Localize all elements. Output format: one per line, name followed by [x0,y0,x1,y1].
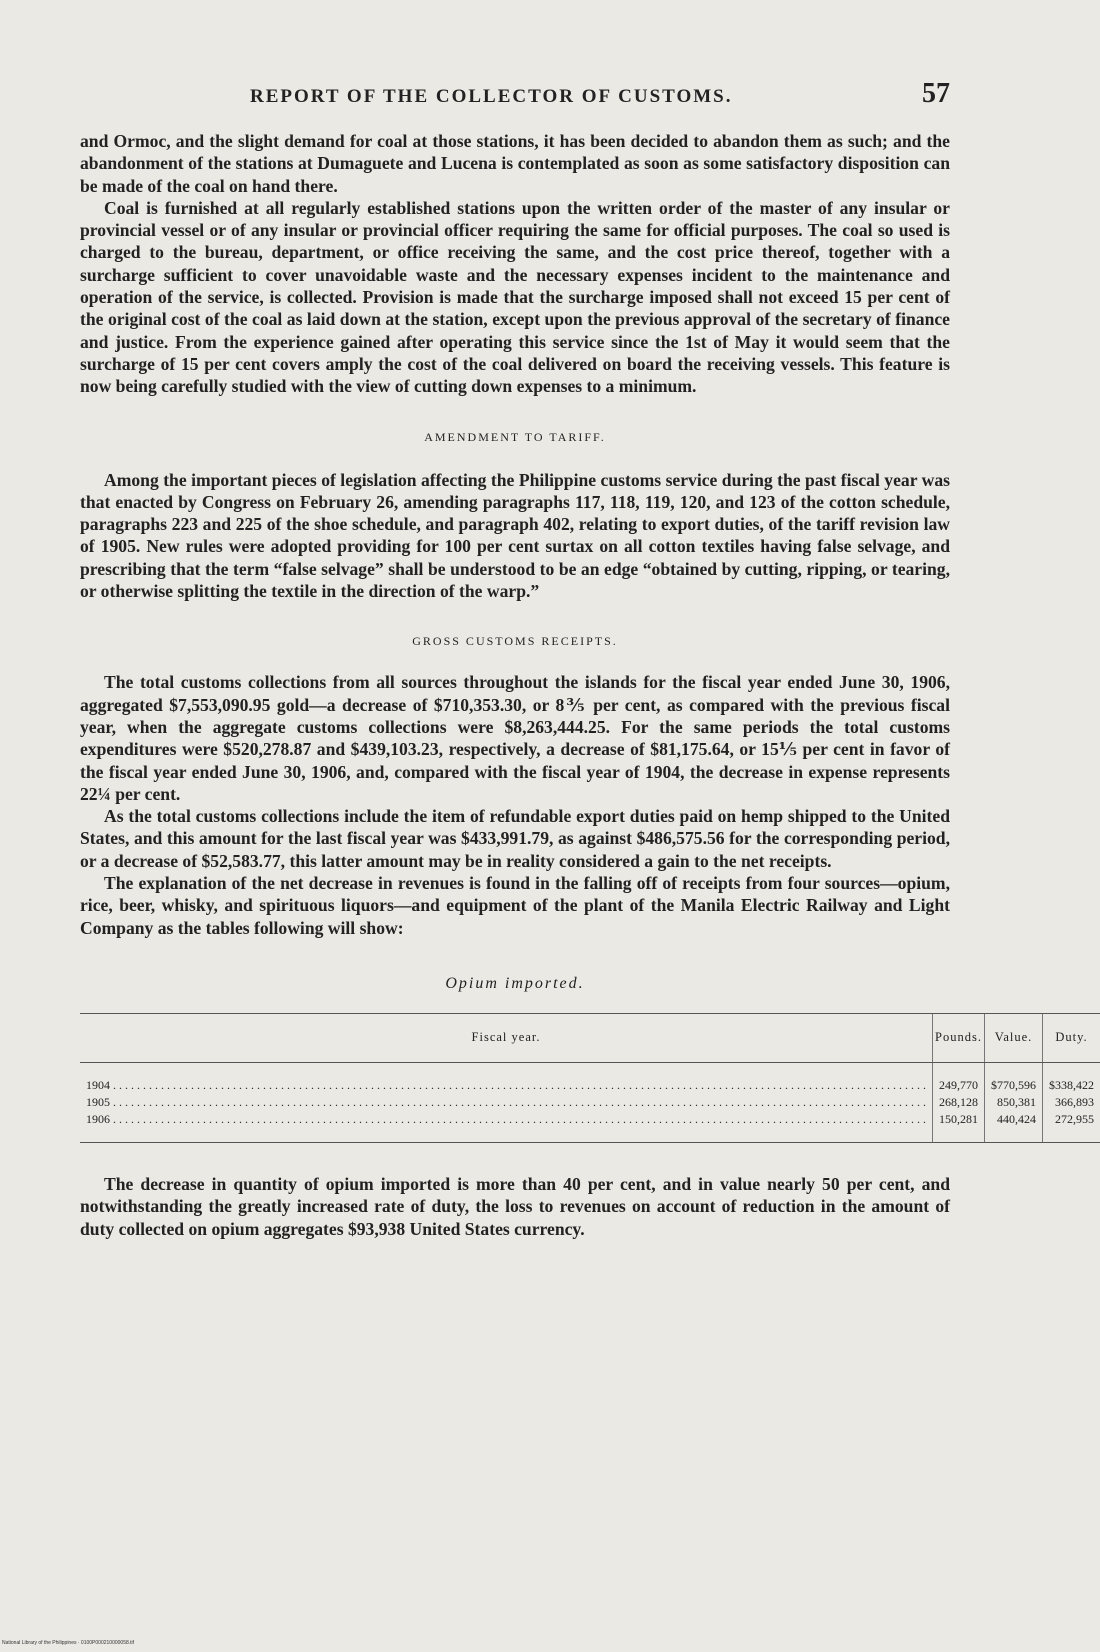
cell-value: 440,424 [985,1111,1043,1143]
year-label: 1906 [86,1111,110,1126]
header-duty: Duty. [1043,1013,1100,1062]
cell-year [80,1062,933,1094]
cell-value: $770,596 [985,1062,1043,1094]
cell-year [80,1094,933,1111]
paragraph-export-duties: As the total customs collections include the item of refundable export duties paid on hemp shipped to the United States, and this amount for the last fiscal year was $433,991.79, as against $486,575.56 for the corresponding period, or a decrease of $52,583.77, this latter amount may be in reality considered a gain to the net receipts. [80,806,950,871]
leader-dots [110,1078,926,1092]
table-row [80,1111,1100,1143]
year-label: 1904 [86,1077,110,1092]
leader-dots [110,1095,926,1109]
header-value: Value. [985,1013,1043,1062]
cell-year [80,1111,933,1143]
paragraph-explanation: The explanation of the net decrease in revenues is found in the falling off of receipts from four sources—opium, rice, beer, whisky, and spirituous liquors—and equipment of the plant of the Manila Electric Railway and Light Company as the tables following will show: [80,873,950,938]
cell-duty: $338,422 [1043,1062,1100,1094]
opium-table [80,1013,1100,1143]
paragraph-coal-furnished: Coal is furnished at all regularly established stations upon the written order of the master of any insular or provincial vessel or of any insular or provincial officer requiring the same for official purposes. The coal so used is charged to the bureau, department, or office receiving the same, and the cost price thereof, together with a surcharge sufficient to cover unavoidable waste and the necessary expenses incident to the maintenance and operation of the service, is collected. Provision is made that the surcharge imposed shall not exceed 15 per cent of the original cost of the coal as laid down at the station, except upon the previous approval of the secretary of finance and justice. From the experience gained after operating this service since the 1st of May it would seem that the surcharge of 15 per cent covers amply the cost of the coal delivered on board the receiving vessels. This feature is now being carefully studied with the view of cutting down expenses to a minimum. [80,197,950,397]
header-pounds: Pounds. [933,1013,985,1062]
paragraph-coal-stations: and Ormoc, and the slight demand for coal at those stations, it has been decided to abandon them as such; and the abandonment of the stations at Dumaguete and Lucena is contemplated as soon as some satisfactory disposition can be made of the coal on hand there. [80,131,950,196]
section-heading-gross-receipts: GROSS CUSTOMS RECEIPTS. [412,634,618,649]
paragraph-opium-decrease: The decrease in quantity of opium imported is more than 40 per cent, and in value nearly 50 per cent, and notwithstanding the greatly increased rate of duty, the loss to revenues on account of reduction in the amount of duty collected on opium aggregates $93,938 United States currency. [80,1173,950,1239]
year-label: 1905 [86,1094,110,1109]
table-header-row [80,1013,1100,1062]
cell-pounds: 268,128 [933,1094,985,1111]
page-header [80,78,950,122]
cell-duty: 272,955 [1043,1111,1100,1143]
section-heading-amendment: AMENDMENT TO TARIFF. [424,429,606,444]
paragraph-total-collections: The total customs collections from all sources throughout the islands for the fiscal year ended June 30, 1906, aggregated $7,553,090.95 gold—a decrease of $710,353.30, or 8⅗ per cent, as compared with the previous fiscal year, when the aggregate customs collections were $8,263,444.25. For the same periods the total customs expenditures were $520,278.87 and $439,103.23, respectively, a decrease of $81,175.64, or 15⅕ per cent in favor of the fiscal year ended June 30, 1906, and, compared with the fiscal year of 1904, the decrease in expense represents 22¼ per cent. [80,672,950,804]
cell-pounds: 249,770 [933,1062,985,1094]
cell-duty: 366,893 [1043,1094,1100,1111]
leader-dots [110,1112,926,1126]
running-head: REPORT OF THE COLLECTOR OF CUSTOMS. [250,86,733,107]
table-row [80,1062,1100,1094]
table-row [80,1094,1100,1111]
cell-value: 850,381 [985,1094,1043,1111]
header-fiscal-year: Fiscal year. [80,1013,933,1062]
page-body [80,130,1094,1240]
page-number: 57 [922,78,950,109]
cell-pounds: 150,281 [933,1111,985,1143]
paragraph-amendment: Among the important pieces of legislation affecting the Philippine customs service during the past fiscal year was that enacted by Congress on February 26, amending paragraphs 117, 118, 119, 120, and 123 of the cotton schedule, paragraphs 223 and 225 of the shoe schedule, and paragraph 402, relating to export duties, of the tariff revision law of 1905. New rules were adopted providing for 100 per cent surtax on all cotton textiles having false selvage, and prescribing that the term “false selvage” shall be understood to be an edge “obtained by cutting, ripping, or tearing, or otherwise splitting the textile in the direction of the warp.” [80,469,950,602]
scan-footer: National Library of the Philippines · 0100P000210000058.tif [2,1640,135,1646]
table-title: Opium imported. [445,974,585,992]
